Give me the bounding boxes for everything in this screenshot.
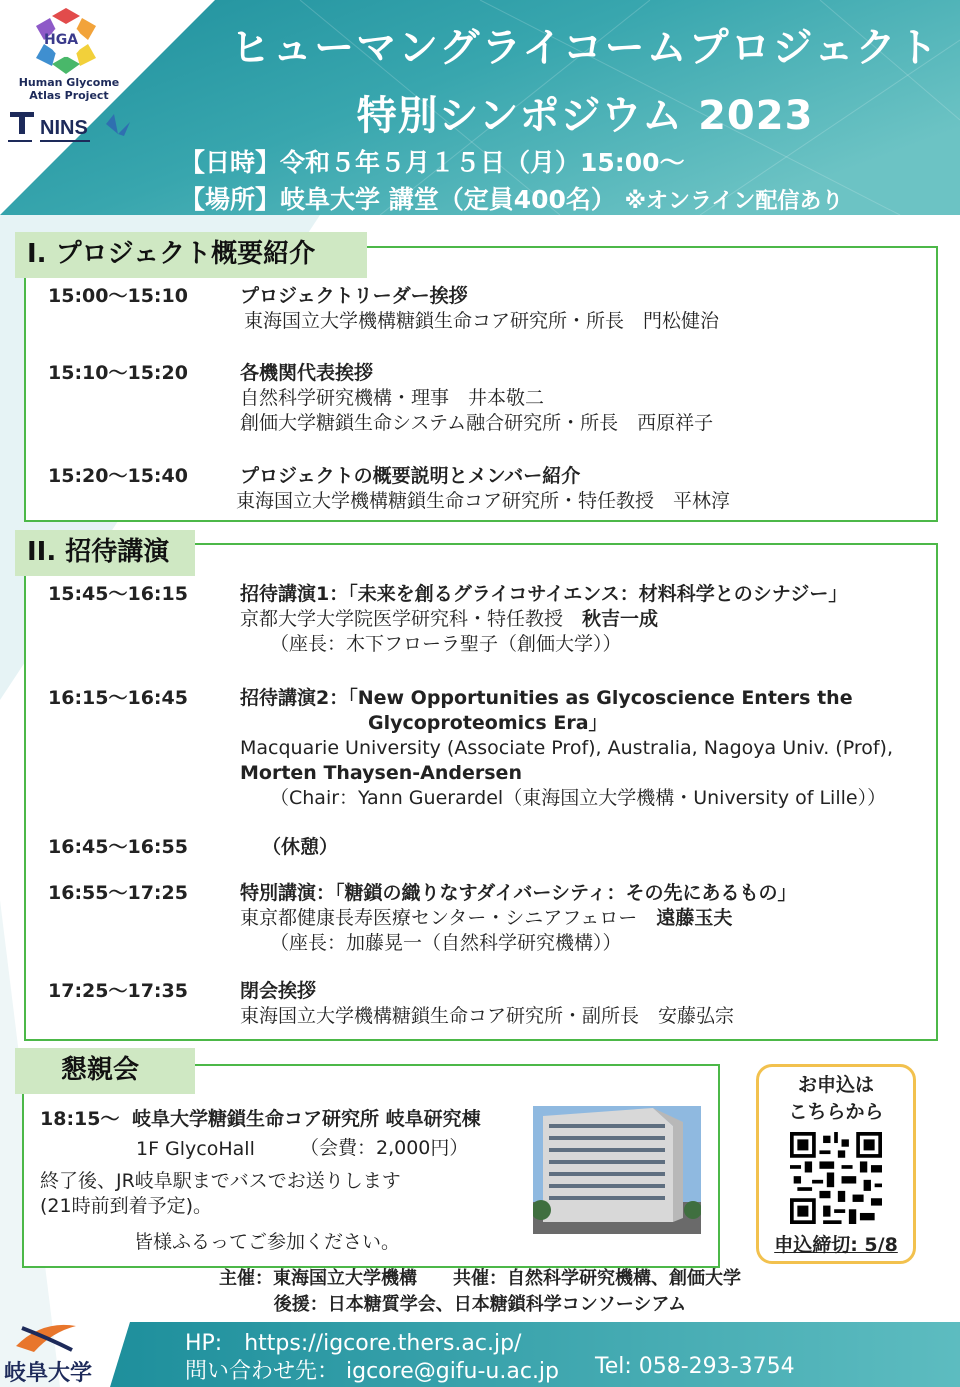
item-affiliation: Macquarie University (Associate Prof), Australia, Nagoya Univ. (Prof), bbox=[240, 737, 893, 759]
item-title: 特別講演：「糖鎖の織りなすダイバーシティ：その先にあるもの」 bbox=[240, 882, 797, 904]
reception-time: 18:15～ bbox=[40, 1108, 120, 1130]
item-line: 自然科学研究機構・理事 井本敬二 bbox=[240, 387, 545, 409]
item-speaker: 秋吉一成 bbox=[582, 608, 659, 630]
logo-area bbox=[0, 0, 210, 215]
item-title: 招待講演1：「未来を創るグライコサイエンス：材料科学とのシナジー」 bbox=[240, 583, 848, 605]
application-line1: お申込は bbox=[797, 1074, 874, 1096]
item-title-cont: Glycoproteomics Era」 bbox=[368, 712, 608, 734]
footer-contact-email[interactable]: 問い合わせ先： igcore@gifu-u.ac.jp bbox=[185, 1359, 560, 1384]
event-place bbox=[180, 180, 843, 216]
item-line: 東海国立大学機構糖鎖生命コア研究所・特任教授 平林淳 bbox=[236, 490, 731, 512]
organizers bbox=[0, 1266, 960, 1318]
item-chair: （座長：加藤晃一（自然科学研究機構）） bbox=[270, 932, 622, 954]
item-line: 東海国立大学機構糖鎖生命コア研究所・所長 門松健治 bbox=[244, 310, 720, 332]
event-date: 【日時】令和５年５月１５日（月）15:00～ bbox=[180, 148, 685, 177]
footer-telephone[interactable]: Tel: 058-293-3754 bbox=[595, 1354, 795, 1379]
item-time: 15:20～15:40 bbox=[48, 465, 188, 487]
reception-room: 1F GlycoHall bbox=[136, 1138, 255, 1160]
section1-heading: I. プロジェクト概要紹介 bbox=[15, 232, 367, 278]
item-affiliation: 東海国立大学機構糖鎖生命コア研究所・副所長 安藤弘宗 bbox=[240, 1005, 735, 1027]
item-time: 16:55～17:25 bbox=[48, 882, 188, 904]
item-title: 招待講演2：「New Opportunities as Glycoscience Enters the bbox=[240, 687, 853, 709]
main-title: ヒューマングライコームプロジェクト bbox=[230, 25, 940, 71]
item-chair: （Chair：Yann Guerardel（東海国立大学機構・University of Lille）） bbox=[270, 787, 887, 809]
item-time: 15:45～16:15 bbox=[48, 583, 188, 605]
item-line: 創価大学糖鎖生命システム融合研究所・所長 西原祥子 bbox=[240, 412, 714, 434]
sub-title: 特別シンポジウム 2023 bbox=[356, 93, 814, 139]
item-speaker: 遠藤玉夫 bbox=[656, 907, 733, 929]
footer-homepage-link[interactable]: HP: https://igcore.thers.ac.jp/ bbox=[185, 1331, 522, 1356]
application-deadline: 申込締切: 5/8 bbox=[774, 1234, 898, 1256]
application-line2: こちらから bbox=[788, 1101, 884, 1123]
item-time: 15:10～15:20 bbox=[48, 362, 188, 384]
reception-invite: 皆様ふるってご参加ください。 bbox=[134, 1231, 401, 1253]
gifu-university-logo-text: 岐阜大学 bbox=[4, 1361, 93, 1386]
partner-logos bbox=[6, 108, 136, 152]
item-affiliation: 東京都健康長寿医療センター・シニアフェロー bbox=[240, 907, 638, 929]
online-note: ※オンライン配信あり bbox=[624, 189, 844, 214]
item-title: プロジェクトリーダー挨拶 bbox=[240, 285, 468, 307]
item-time: 15:00～15:10 bbox=[48, 285, 188, 307]
reception-venue: 岐阜大学糖鎖生命コア研究所 岐阜研究棟 bbox=[132, 1108, 481, 1130]
reception-fee: （会費：2,000円） bbox=[300, 1137, 469, 1159]
gifu-university-emblem bbox=[12, 1318, 82, 1356]
reception-arrival: (21時前到着予定)。 bbox=[40, 1195, 213, 1217]
item-chair: （座長：木下フローラ聖子（創価大学）） bbox=[270, 633, 622, 655]
qr-code-icon[interactable] bbox=[790, 1132, 882, 1224]
application-prompt bbox=[756, 1072, 916, 1126]
item-title: プロジェクトの概要説明とメンバー紹介 bbox=[240, 465, 581, 487]
item-time: 16:45～16:55 bbox=[48, 836, 188, 858]
organizers-line2: 後援：日本糖質学会、日本糖鎖科学コンソーシアム bbox=[273, 1294, 687, 1315]
item-speaker: Morten Thaysen-Andersen bbox=[240, 762, 522, 784]
item-time: 16:15～16:45 bbox=[48, 687, 188, 709]
item-title: 閉会挨拶 bbox=[240, 980, 317, 1002]
section2-heading: II. 招待講演 bbox=[15, 530, 195, 576]
hga-logo-text: HGA bbox=[44, 32, 79, 48]
item-affiliation: 京都大学大学院医学研究科・特任教授 bbox=[240, 608, 564, 630]
organizers-line1: 主催：東海国立大学機構 共催：自然科学研究機構、創価大学 bbox=[219, 1268, 741, 1289]
svg-text:NINS: NINS bbox=[40, 117, 88, 139]
hga-logo-caption: Human Glycome Atlas Project bbox=[18, 76, 120, 102]
item-time: 17:25～17:35 bbox=[48, 980, 188, 1002]
break-label: （休憩） bbox=[262, 836, 339, 858]
item-title: 各機関代表挨拶 bbox=[240, 362, 374, 384]
reception-bus: 終了後、JR岐阜駅までバスでお送りします bbox=[40, 1170, 401, 1192]
reception-heading: 懇親会 bbox=[15, 1048, 195, 1094]
event-place-text: 【場所】岐阜大学 講堂（定員400名） bbox=[180, 185, 616, 214]
building-photo bbox=[533, 1106, 701, 1234]
